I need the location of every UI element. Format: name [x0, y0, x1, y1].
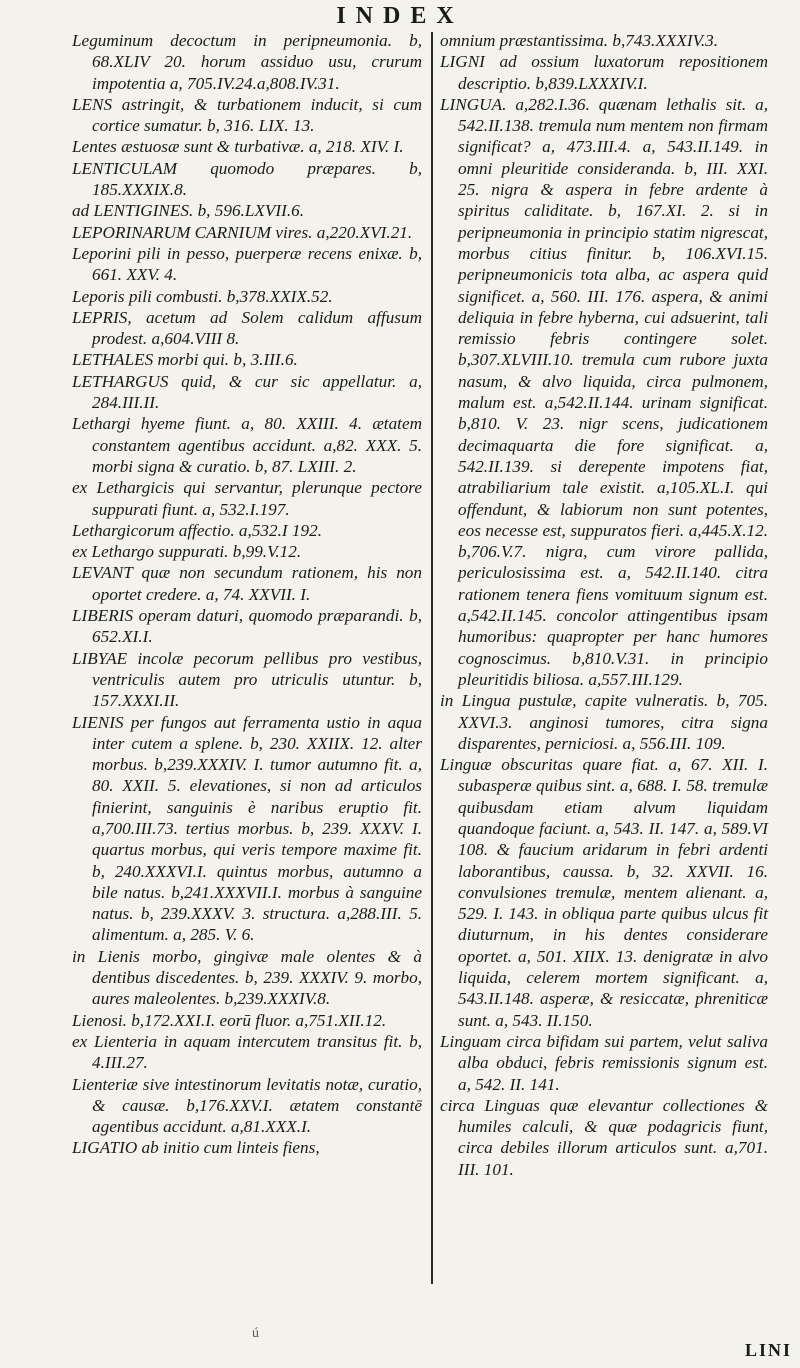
index-entry: LETHARGUS quid, & cur sic appellatur. a, 284.III.II.	[72, 371, 422, 413]
index-entry: in Lingua pustulæ, capite vulneratis. b, 705. XXVI.3. anginosi tumores, citra signa disparentes, perniciosi. a, 556.III. 109.	[440, 691, 768, 753]
index-entry: LENS astringit, & turbationem inducit, si cum cortice sumatur. b, 316. LIX. 13.	[72, 94, 422, 136]
index-entry: LIENIS per fungos aut ferramenta ustio in aqua inter cutem a splene. b, 230. XXIIX. 12. alter morbus. b,239.XXXIV. I. tumor autumno fit. a, 80. XXII. 5. elevationes, si non ad articulos finierint, sanguinis è naribus eruptio fit. a,700.III.73. tertius morbus. b, 239. XXXV. I. quartus morbus, qui veris tempore maxime fit. b, 240.XXXVI.I. quintus morbus, autumno a bile natus. b,241.XXXVII.I. morbus à sanguine natus. b, 239.XXXV. 3. structura. a,288.III. 5. alimentum. a, 285. V. 6.	[72, 712, 422, 945]
catchword: LINI	[744, 1340, 792, 1360]
index-entry: Linguæ obscuritas quare fiat. a, 67. XII. I. subasperæ quibus sint. a, 688. I. 58. tremulæ quibusdam etiam alvum liquidam quandoque faciunt. a, 543. II. 147. a, 589.VI 108. & faucium aridarum in febri ardenti laborantibus, caussa. b, 32. XXVII. 16. convulsiones tremulæ, mentem alienant. a, 529. I. 143. in obliqua parte quibus ulcus fit diuturnum, in his dentes considerare oportet. a, 501. XIIX. 13. denigratæ in alvo liquida, celerem mortem significant. a, 543.II.148. asperæ, & resiccatæ, phreniticæ sunt. a, 543. II.150.	[440, 755, 768, 1030]
index-entry: LIBERIS operam daturi, quomodo præparandi. b, 652.XI.I.	[72, 606, 422, 647]
page-title: INDEX	[336, 3, 464, 29]
stray-mark: ú	[252, 1326, 259, 1341]
index-entry: Leporis pili combusti. b,378.XXIX.52.	[72, 286, 333, 306]
index-entry: ad LENTIGINES. b, 596.LXVII.6.	[72, 201, 305, 221]
index-entry: circa Linguas quæ elevantur collectiones & humiles calculi, & quæ podagricis fiunt, circa debiles illorum articulos sunt. a,701. III. 101.	[440, 1095, 768, 1179]
index-entry: Lethargi hyeme fiunt. a, 80. XXIII. 4. ætatem constantem agentibus accidunt. a,82. XXX. 5. morbi signa & curatio. b, 87. LXIII. 2.	[72, 414, 422, 476]
index-entry: Lienteriæ sive intestinorum levitatis notæ, curatio, & causæ. b,176.XXV.I. ætatem constantē agentibus accidunt. a,81.XXX.I.	[72, 1074, 422, 1137]
index-entry: in Lienis morbo, gingivæ male olentes & à dentibus discedentes. b, 239. XXXIV. 9. morbo, aures maleolentes. b,239.XXXIV.8.	[72, 946, 422, 1009]
index-entry: LINGUA. a,282.I.36. quænam lethalis sit. a, 542.II.138. tremula num mentem non firmam significat? a, 473.III.4. a, 543.II.149. in omni pleuritide consideranda. b, III. XXI. 25. nigra & aspera in febre ardente à spiritus caliditate. b, 167.XI. 2. si in peripneumonia in principio statim nigrescat, morbus citius finitur. b, 106.XVI.15. peripneumonicis tota alba, ac aspera quid significet. a, 560. III. 176. aspera, & animi deliquia in febre hyberna, cui adsuerint, tali remissio febris contingere solet. b,307.XLVIII.10. tremula cum rubore juxta nasum, & alvo liquida, circa pulmonem, malum est. a,542.II.144. urinam significat. b,810. V. 23. nigr scens, judicationem decimaquarta die fore significat. a, 542.II.139. si derepente impotens fiat, atrabiliarium tale existit. a,105.XL.I. qui offendunt, & labiorum non sunt potentes, eos necesse est, suppuratos fieri. a,445.X.12. b,706.V.7. nigra, cum virore pallida, periculosissima est. a, 542.II.140. citra rationem tenera fiens vomituum signum est. a,542.II.145. concolor attingentibus ipsam humoribus: quapropter per hanc humores cognoscimus. b,810.V.31. in principio pleuritidis biliosa. a,557.III.129.	[440, 94, 768, 689]
index-entry: omnium præstantissima. b,743.XXXIV.3.	[440, 31, 719, 50]
index-entry: LEPRIS, acetum ad Solem calidum affusum prodest. a,604.VIII 8.	[72, 307, 422, 349]
index-entry: Leguminum decoctum in peripneumonia. b, 68.XLIV 20. horum assiduo usu, crurum impotentia a, 705.IV.24.a,808.IV.31.	[72, 31, 422, 93]
index-entry: LEVANT quæ non secundum rationem, his non oportet credere. a, 74. XXVII. I.	[72, 563, 422, 604]
index-entry: LETHALES morbi qui. b, 3.III.6.	[72, 350, 298, 370]
index-entry: LENTICULAM quomodo præpares. b, 185.XXXIX.8.	[72, 158, 422, 200]
index-entry: LIGATIO ab initio cum linteis fiens,	[72, 1138, 320, 1158]
index-entry: ex Lethargicis qui servantur, plerunque pectore suppurati fiunt. a, 532.I.197.	[72, 478, 422, 519]
index-entry: LIGNI ad ossium luxatorum repositionem descriptio. b,839.LXXXIV.I.	[440, 52, 768, 93]
index-entry: Linguam circa bifidam sui partem, velut saliva alba obduci, febris remissionis signum est. a, 542. II. 141.	[440, 1031, 768, 1094]
index-entry: LEPORINARUM CARNIUM vires. a,220.XVI.21.	[72, 222, 413, 242]
index-entry: Lentes æstuosæ sunt & turbativæ. a, 218. XIV. I.	[72, 137, 404, 157]
index-entry: Leporini pili in pesso, puerperæ recens enixæ. b, 661. XXV. 4.	[72, 243, 422, 285]
left-column	[72, 30, 422, 1159]
index-entry: Lienosi. b,172.XXI.I. eorū fluor. a,751.XII.12.	[72, 1010, 387, 1030]
index-entry: LIBYAE incolæ pecorum pellibus pro vestibus, ventriculis autem pro utriculis utuntur. b, 157.XXXI.II.	[72, 648, 422, 711]
index-entry: ex Lienteria in aquam intercutem transitus fit. b, 4.III.27.	[72, 1031, 422, 1073]
index-entry: ex Lethargo suppurati. b,99.V.12.	[72, 542, 302, 562]
index-entry: Lethargicorum affectio. a,532.I 192.	[72, 520, 322, 540]
column-divider	[431, 32, 433, 1284]
right-column	[440, 30, 768, 1180]
